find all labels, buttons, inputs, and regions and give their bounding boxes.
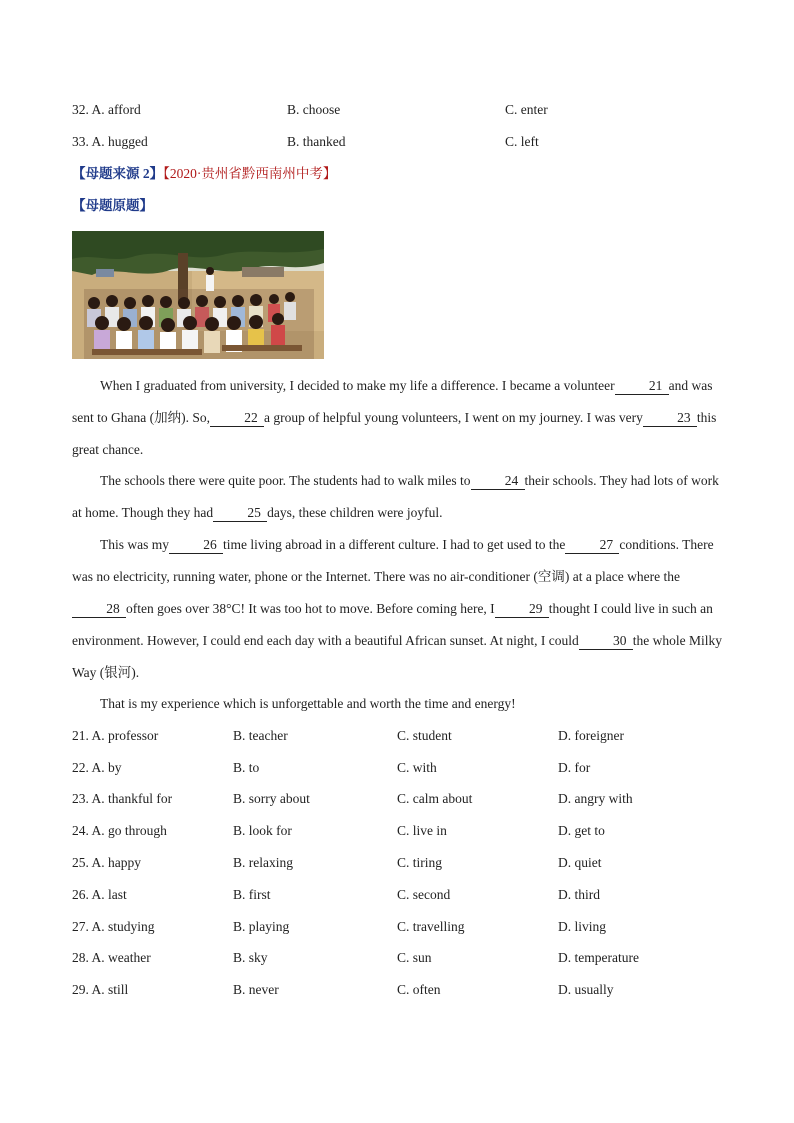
option-d: D. for	[558, 760, 591, 775]
option-text: A. hugged	[91, 134, 148, 149]
source-bracket: 【	[72, 166, 86, 181]
option-c: C. calm about	[397, 791, 473, 806]
option-a: 21. A. professor	[72, 728, 159, 743]
option-text: A. afford	[91, 102, 141, 117]
question-row-29	[72, 980, 732, 1000]
option-b: B. playing	[233, 919, 290, 934]
option-c: C. enter	[505, 102, 548, 117]
passage-text: The schools there were quite poor. The students had to walk miles to	[100, 473, 471, 488]
option-d: D. get to	[558, 823, 605, 838]
blank-30: 30	[579, 633, 633, 650]
option-a: 22. A. by	[72, 760, 122, 775]
passage-text: the whole Milky Way (银河).	[72, 633, 722, 680]
option-a	[72, 132, 148, 152]
option-a: 29. A. still	[72, 982, 129, 997]
option-a: 27. A. studying	[72, 919, 155, 934]
option-a: 28. A. weather	[72, 950, 151, 965]
option-c: C. with	[397, 760, 437, 775]
question-row-24	[72, 821, 732, 841]
classroom-under-tree-photo	[72, 231, 324, 359]
option-c: C. left	[505, 134, 539, 149]
option-a: 26. A. last	[72, 887, 127, 902]
passage-text: often goes over 38°C! It was too hot to move. Before coming here, I	[126, 601, 495, 616]
option-d: D. third	[558, 887, 600, 902]
option-a: 23. A. thankful for	[72, 791, 173, 806]
original-question-label: 【母题原题】	[72, 198, 153, 213]
passage-text: days, these children were joyful.	[267, 505, 443, 520]
option-c: C. live in	[397, 823, 447, 838]
option-a: 25. A. happy	[72, 855, 141, 870]
question-row-23	[72, 789, 732, 809]
passage-text: their schools. They had lots of work at home. Though they had	[72, 473, 719, 520]
option-b: B. sorry about	[233, 791, 310, 806]
blank-26: 26	[169, 537, 223, 554]
option-c: C. often	[397, 982, 441, 997]
option-b: B. never	[233, 982, 279, 997]
source-label: 母题来源 2】	[85, 166, 164, 181]
option-d: D. foreigner	[558, 728, 624, 743]
option-b: B. choose	[287, 102, 341, 117]
question-row-28	[72, 948, 732, 968]
question-row-22	[72, 758, 732, 778]
option-c: C. student	[397, 728, 452, 743]
question-number: 33.	[72, 134, 89, 149]
option-b: B. relaxing	[233, 855, 293, 870]
question-row-25	[72, 853, 732, 873]
question-number: 32.	[72, 102, 89, 117]
option-d: D. usually	[558, 982, 614, 997]
option-d: D. temperature	[558, 950, 639, 965]
source-exam: 【2020·贵州省黔西南州中考】	[163, 166, 337, 181]
blank-23: 23	[643, 410, 697, 427]
option-b: B. to	[233, 760, 260, 775]
option-b: B. look for	[233, 823, 292, 838]
option-d: D. quiet	[558, 855, 602, 870]
blank-28: 28	[72, 601, 126, 618]
option-a	[72, 100, 141, 120]
option-row-33	[72, 132, 732, 152]
blank-21: 21	[615, 378, 669, 395]
option-c: C. travelling	[397, 919, 465, 934]
option-d: D. angry with	[558, 791, 633, 806]
option-c: C. sun	[397, 950, 432, 965]
option-row-32	[72, 100, 732, 120]
option-b: B. thanked	[287, 134, 346, 149]
blank-24: 24	[471, 473, 525, 490]
question-row-21	[72, 726, 732, 746]
question-row-26	[72, 885, 732, 905]
passage-text: This was my	[100, 537, 169, 552]
passage-text: and was sent to Ghana (加纳). So,	[72, 378, 713, 425]
blank-25: 25	[213, 505, 267, 522]
passage-paragraph-4: That is my experience which is unforgettable and worth the time and energy!	[100, 696, 516, 711]
passage-text: this great chance.	[72, 410, 717, 457]
option-b: B. first	[233, 887, 271, 902]
option-d: D. living	[558, 919, 607, 934]
passage-paragraph-3	[72, 529, 722, 689]
blank-22: 22	[210, 410, 264, 427]
question-row-27	[72, 917, 732, 937]
passage-text: conditions. There was no electricity, running water, phone or the Internet. There was no air-conditioner (空调) at a place where the	[72, 537, 714, 584]
passage-text: When I graduated from university, I decided to make my life a difference. I became a volunteer	[100, 378, 615, 393]
passage-text: time living abroad in a different culture. I had to get used to the	[223, 537, 566, 552]
source-tag	[72, 164, 336, 184]
option-b: B. teacher	[233, 728, 288, 743]
passage-text: thought I could live in such an environment. However, I could end each day with a beautiful African sunset. At night, I could	[72, 601, 713, 648]
option-b: B. sky	[233, 950, 268, 965]
passage-paragraph-2	[72, 465, 722, 529]
blank-27: 27	[565, 537, 619, 554]
blank-29: 29	[495, 601, 549, 618]
passage-paragraph-1	[72, 370, 722, 466]
option-c: C. second	[397, 887, 451, 902]
passage-text: a group of helpful young volunteers, I went on my journey. I was very	[263, 410, 643, 425]
option-a: 24. A. go through	[72, 823, 167, 838]
option-c: C. tiring	[397, 855, 443, 870]
